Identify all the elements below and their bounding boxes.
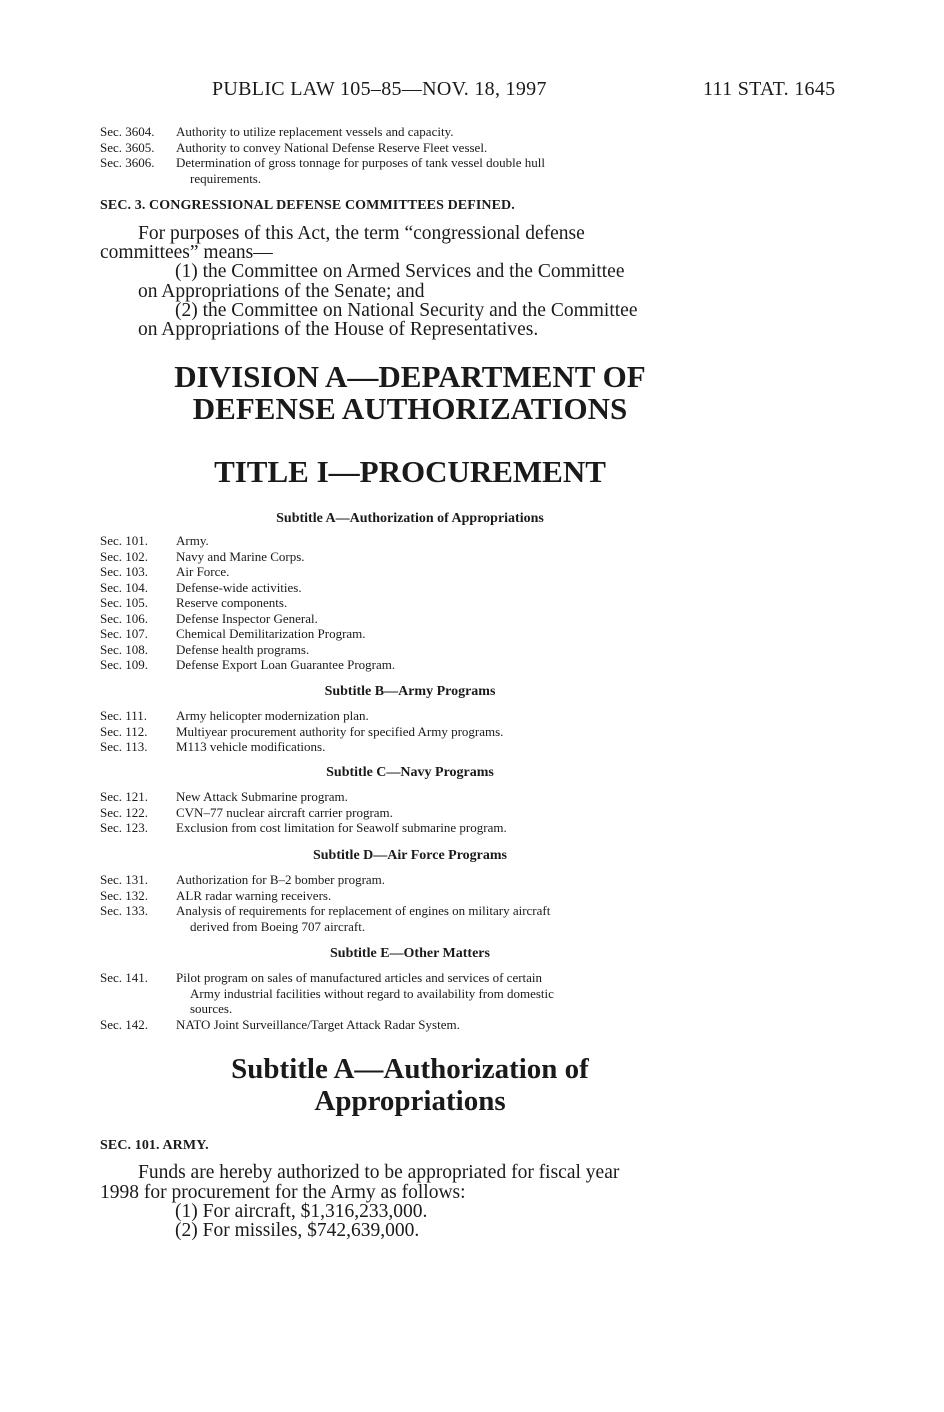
sec3-item1-line1: (1) the Committee on Armed Services and the Committee bbox=[175, 261, 625, 282]
toc-sec-number: Sec. 102. bbox=[100, 548, 149, 564]
toc-entry-continuation bbox=[100, 919, 740, 935]
toc-sec-number: Sec. 122. bbox=[100, 804, 149, 820]
toc-sec-number: Sec. 108. bbox=[100, 641, 149, 657]
toc-sec-title: Determination of gross tonnage for purposes of tank vessel double hull bbox=[176, 155, 545, 170]
toc-sec-number: Sec. 105. bbox=[100, 595, 149, 610]
toc-entry-continuation bbox=[100, 171, 740, 187]
toc-sec-title: Chemical Demilitarization Program. bbox=[176, 626, 366, 641]
toc-sec-title: Defense-wide activities. bbox=[176, 579, 302, 595]
toc-entry bbox=[100, 903, 740, 919]
title-heading: TITLE I—PROCUREMENT bbox=[214, 454, 606, 489]
toc-entry bbox=[100, 580, 740, 596]
division-heading-line2: DEFENSE AUTHORIZATIONS bbox=[192, 391, 628, 426]
toc-entry bbox=[100, 533, 740, 549]
toc-sec-number: Sec. 3606. bbox=[100, 155, 155, 170]
toc-entry bbox=[100, 805, 740, 821]
subtitle-a-toc-heading: Subtitle A—Authorization of Appropriations bbox=[276, 511, 544, 526]
toc-sec-title-cont: sources. bbox=[190, 1001, 233, 1016]
subtitle-c-toc-list bbox=[100, 789, 740, 836]
sec101-intro-line1: Funds are hereby authorized to be appropriated for fiscal year bbox=[138, 1162, 620, 1183]
sec101-intro-line2: 1998 for procurement for the Army as follows: bbox=[100, 1182, 466, 1203]
toc-sec-title: Analysis of requirements for replacement of engines on military aircraft bbox=[176, 903, 551, 918]
toc-entry bbox=[100, 564, 740, 580]
toc-entry bbox=[100, 657, 740, 673]
toc-entry bbox=[100, 739, 740, 755]
toc-entry bbox=[100, 872, 740, 888]
toc-sec-title: Defense Inspector General. bbox=[176, 610, 318, 626]
toc-sec-number: Sec. 109. bbox=[100, 657, 149, 672]
toc-sec-title: Air Force. bbox=[176, 564, 230, 579]
toc-sec-title: Authority to convey National Defense Reserve Fleet vessel. bbox=[176, 139, 488, 155]
toc-sec-number: Sec. 101. bbox=[100, 533, 149, 548]
toc-sec-title: Army helicopter modernization plan. bbox=[176, 708, 369, 723]
toc-sec-title: Authorization for B–2 bomber program. bbox=[176, 872, 386, 887]
toc-entry bbox=[100, 155, 740, 171]
toc-sec-number: Sec. 131. bbox=[100, 872, 149, 887]
toc-entry bbox=[100, 1017, 740, 1033]
toc-entry bbox=[100, 642, 740, 658]
toc-sec-title: ALR radar warning receivers. bbox=[176, 887, 332, 903]
toc-sec-number: Sec. 132. bbox=[100, 887, 149, 903]
subtitle-a-toc-list bbox=[100, 533, 740, 673]
toc-sec-number: Sec. 121. bbox=[100, 789, 149, 804]
toc-entry bbox=[100, 970, 740, 986]
toc-entry bbox=[100, 820, 740, 836]
sec101-item2: (2) For missiles, $742,639,000. bbox=[175, 1220, 420, 1241]
toc-sec-title-cont: derived from Boeing 707 aircraft. bbox=[190, 918, 366, 934]
toc-sec-number: Sec. 113. bbox=[100, 739, 148, 754]
subtitle-d-toc-list bbox=[100, 872, 740, 934]
toc-sec-title: NATO Joint Surveillance/Target Attack Radar System. bbox=[176, 1016, 460, 1032]
toc-sec-number: Sec. 141. bbox=[100, 970, 149, 985]
subtitle-c-toc-heading: Subtitle C—Navy Programs bbox=[326, 765, 494, 780]
toc-sec-number: Sec. 112. bbox=[100, 723, 148, 739]
toc-entry-continuation bbox=[100, 986, 740, 1002]
toc-sec-number: Sec. 103. bbox=[100, 564, 149, 579]
toc-sec-title-cont: Army industrial facilities without regard to availability from domestic bbox=[190, 985, 554, 1001]
toc-sec-number: Sec. 133. bbox=[100, 903, 149, 918]
toc-entry bbox=[100, 549, 740, 565]
toc-sec-title: M113 vehicle modifications. bbox=[176, 739, 326, 754]
toc-sec-title: Pilot program on sales of manufactured articles and services of certain bbox=[176, 970, 543, 985]
toc-top bbox=[100, 124, 740, 186]
toc-sec-title: Defense health programs. bbox=[176, 641, 310, 657]
toc-sec-title: CVN–77 nuclear aircraft carrier program. bbox=[176, 804, 393, 820]
toc-sec-number: Sec. 111. bbox=[100, 708, 148, 723]
toc-entry bbox=[100, 611, 740, 627]
toc-sec-number: Sec. 3605. bbox=[100, 139, 155, 155]
toc-entry bbox=[100, 595, 740, 611]
toc-sec-title: Army. bbox=[176, 533, 209, 548]
sec3-item2-line2: on Appropriations of the House of Representatives. bbox=[138, 319, 539, 340]
toc-entry bbox=[100, 124, 740, 140]
toc-entry bbox=[100, 140, 740, 156]
toc-sec-number: Sec. 123. bbox=[100, 820, 149, 835]
toc-sec-number: Sec. 107. bbox=[100, 626, 149, 641]
subtitle-b-toc-list bbox=[100, 708, 740, 755]
toc-sec-number: Sec. 106. bbox=[100, 610, 149, 626]
toc-entry-continuation bbox=[100, 1001, 740, 1017]
subtitle-e-toc-list bbox=[100, 970, 740, 1032]
sec101-item1: (1) For aircraft, $1,316,233,000. bbox=[175, 1201, 428, 1222]
division-heading-line1: DIVISION A—DEPARTMENT OF bbox=[174, 359, 646, 394]
toc-sec-title: Reserve components. bbox=[176, 595, 288, 610]
toc-entry bbox=[100, 789, 740, 805]
subtitle-e-toc-heading: Subtitle E—Other Matters bbox=[330, 946, 490, 961]
running-header-left: PUBLIC LAW 105–85—NOV. 18, 1997 bbox=[212, 78, 547, 100]
toc-entry bbox=[100, 708, 740, 724]
toc-entry bbox=[100, 626, 740, 642]
toc-sec-title: Authority to utilize replacement vessels and capacity. bbox=[176, 124, 454, 139]
subtitle-a-heading-line2: Appropriations bbox=[314, 1085, 506, 1117]
sec3-intro-line1: For purposes of this Act, the term “congressional defense bbox=[138, 223, 585, 244]
toc-sec-title: New Attack Submarine program. bbox=[176, 789, 348, 804]
toc-sec-number: Sec. 104. bbox=[100, 579, 149, 595]
sec3-heading: SEC. 3. CONGRESSIONAL DEFENSE COMMITTEES DEFINED. bbox=[100, 198, 515, 213]
toc-sec-title: Multiyear procurement authority for specified Army programs. bbox=[176, 723, 504, 739]
toc-sec-title-cont: requirements. bbox=[190, 170, 262, 186]
toc-entry bbox=[100, 888, 740, 904]
toc-sec-title: Defense Export Loan Guarantee Program. bbox=[176, 657, 396, 672]
sec101-heading: SEC. 101. ARMY. bbox=[100, 1138, 209, 1153]
sec3-item1-line2: on Appropriations of the Senate; and bbox=[138, 281, 425, 302]
toc-entry bbox=[100, 724, 740, 740]
sec3-item2-line1: (2) the Committee on National Security and the Committee bbox=[175, 300, 638, 321]
subtitle-a-heading-line1: Subtitle A—Authorization of bbox=[231, 1053, 589, 1085]
running-header-right: 111 STAT. 1645 bbox=[703, 78, 836, 100]
toc-sec-number: Sec. 3604. bbox=[100, 124, 155, 139]
sec3-intro-line2: committees” means— bbox=[100, 242, 273, 263]
subtitle-b-toc-heading: Subtitle B—Army Programs bbox=[324, 684, 496, 699]
toc-sec-title: Navy and Marine Corps. bbox=[176, 548, 305, 564]
subtitle-d-toc-heading: Subtitle D—Air Force Programs bbox=[312, 848, 508, 863]
toc-sec-number: Sec. 142. bbox=[100, 1016, 149, 1032]
toc-sec-title: Exclusion from cost limitation for Seawolf submarine program. bbox=[176, 820, 507, 835]
